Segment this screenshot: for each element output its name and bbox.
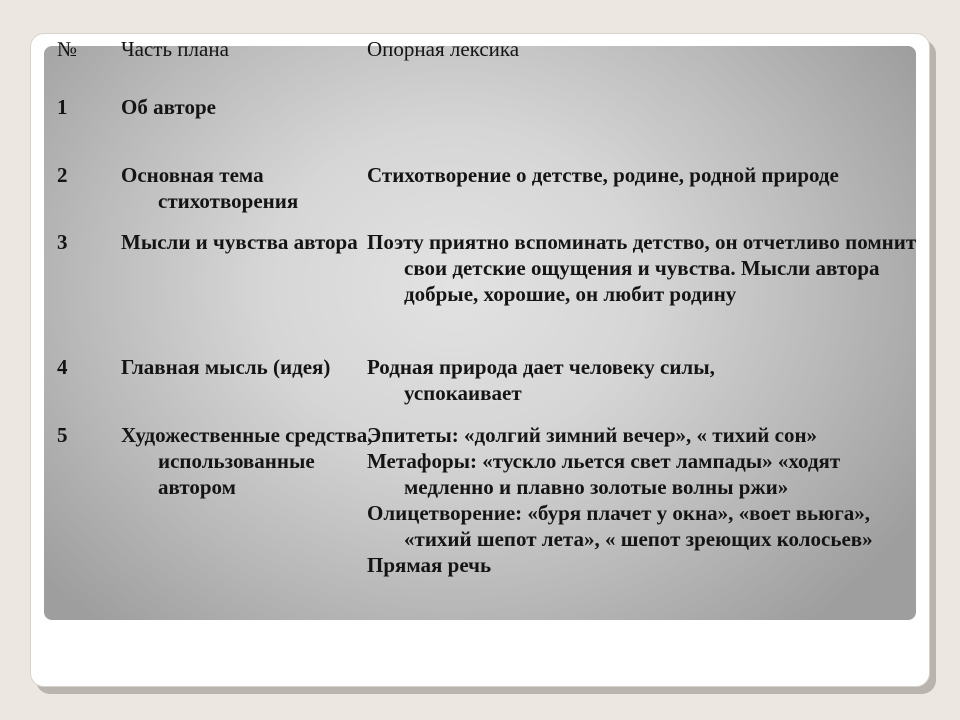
row-4-num: 4	[57, 355, 68, 379]
header-part: Часть плана	[121, 37, 229, 61]
row-5-lexicon	[367, 422, 907, 578]
row-4-part: Главная мысль (идея)	[121, 355, 331, 379]
row-2-num: 2	[57, 163, 68, 187]
row-5-direct-speech: Прямая речь	[367, 553, 492, 577]
row-3-lexicon: Поэту приятно вспоминать детство, он отчетливо помнит свои детские ощущения и чувства. Мысли автора добрые, хорошие, он любит родину	[367, 230, 917, 306]
row-4-lexicon: Родная природа дает человеку силы, успокаивает	[367, 355, 715, 405]
header-lexicon: Опорная лексика	[367, 37, 520, 61]
row-5-personification: Олицетворение: «буря плачет у окна», «воет вьюга», «тихий шепот лета», « шепот зреющих колосьев»	[367, 501, 873, 551]
row-5-epithets: Эпитеты: «долгий зимний вечер», « тихий сон»	[367, 423, 818, 447]
row-1-num: 1	[57, 95, 68, 119]
row-2-part: Основная тема стихотворения	[121, 163, 299, 213]
row-5-metaphors: Метафоры: «тускло льется свет лампады» «ходят медленно и плавно золотые волны ржи»	[367, 449, 841, 499]
row-5-part: Художественные средства, использованные автором	[121, 423, 373, 499]
row-2-lexicon: Стихотворение о детстве, родине, родной природе	[367, 163, 839, 187]
row-3-num: 3	[57, 230, 68, 254]
header-num: №	[57, 37, 78, 61]
row-5-num: 5	[57, 423, 68, 447]
row-1-part: Об авторе	[121, 95, 216, 119]
row-3-part: Мысли и чувства автора	[121, 230, 358, 254]
